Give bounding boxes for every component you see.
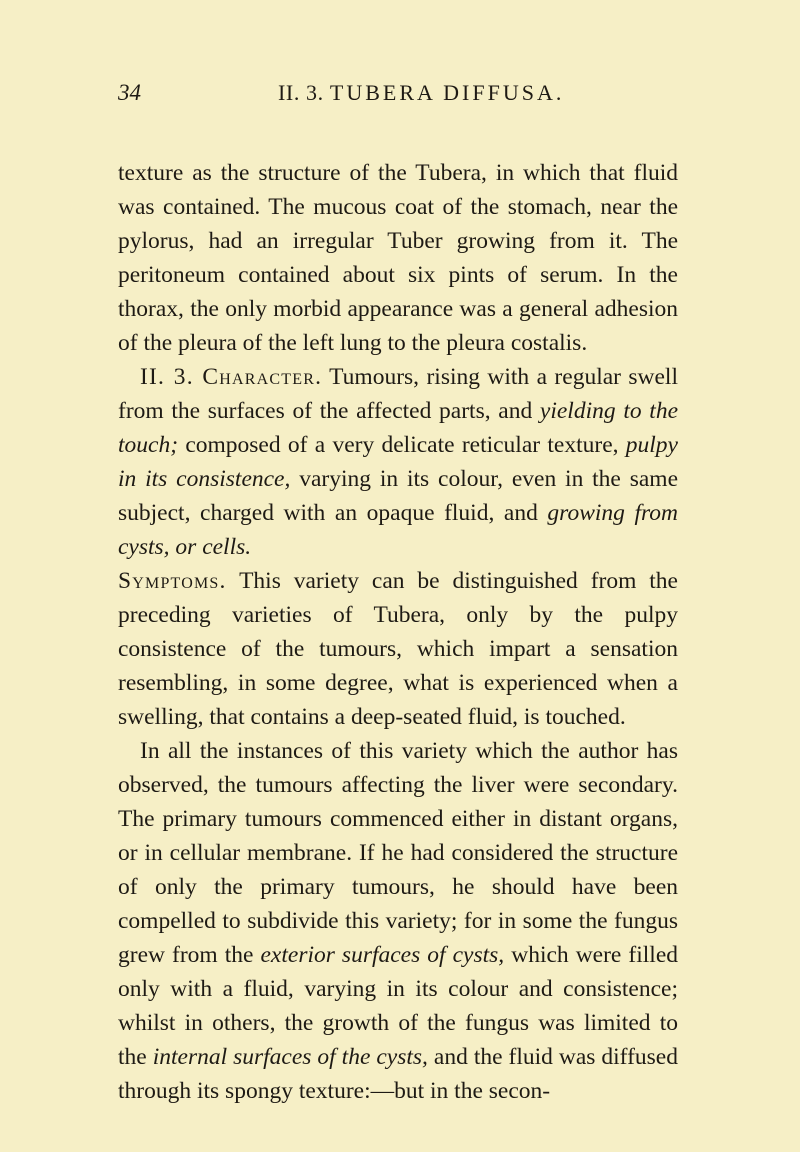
character-emphasis-a: yielding to the touch; xyxy=(118,398,678,458)
paragraph-symptoms xyxy=(118,564,678,734)
symptoms-text: This variety can be distinguished from the preceding varieties of Tubera, only by the pulpy consistence of the tumours, which impart a sensation resembling, in some degree, what is experienced when a swelling, that contains a deep-seated fluid, is touched. xyxy=(118,568,678,730)
character-text-a: Tumours, rising with a regular swell from the surfaces of the affected parts, and xyxy=(118,364,678,424)
character-emphasis-b: pulpy in its consistence, xyxy=(118,432,678,492)
chapter-title: TUBERA DIFFUSA. xyxy=(329,80,565,105)
character-text-b: composed of a very delicate reticular texture, xyxy=(178,432,626,458)
paragraph-instances xyxy=(118,734,678,1108)
body-text xyxy=(118,156,678,1108)
character-text-c: varying in its colour, even in the same subject, charged with an opaque fluid, and xyxy=(118,466,678,526)
character-emphasis-c: growing from cysts, or cells. xyxy=(118,500,678,560)
paragraph-character xyxy=(118,360,678,564)
symptoms-heading: Symptoms. xyxy=(118,568,227,594)
instances-text-b: which were filled only with a fluid, varying in its colour and consistence; whilst in others, the growth of the fungus was limited to the xyxy=(118,942,678,1070)
instances-emphasis-b: internal surfaces of the cysts, xyxy=(152,1044,428,1070)
page-number: 34 xyxy=(118,80,141,105)
instances-emphasis-a: exterior surfaces of cysts, xyxy=(260,942,505,968)
paragraph-continuation: texture as the structure of the Tubera, in which that fluid was contained. The mucous coat of the stomach, near the pylorus, had an irregular Tuber growing from it. The peritoneum contained about six pints of serum. In the thorax, the only morbid appearance was a general adhesion of the pleura of the left lung to the pleura costalis. xyxy=(118,160,678,356)
running-head xyxy=(118,80,678,120)
running-title xyxy=(278,80,564,106)
instances-text-c: and the fluid was diffused through its spongy texture:—but in the secon- xyxy=(118,1044,678,1104)
instances-text-a: In all the instances of this variety which the author has observed, the tumours affecting the liver were secondary. The primary tumours commenced either in distant organs, or in cellular membrane. If he had considered the structure of only the primary tumours, he should have been compelled to subdivide this variety; for in some the fungus grew from the xyxy=(118,738,678,968)
character-heading: II. 3. Character. xyxy=(140,364,323,390)
section-number: II. 3. xyxy=(278,80,324,105)
